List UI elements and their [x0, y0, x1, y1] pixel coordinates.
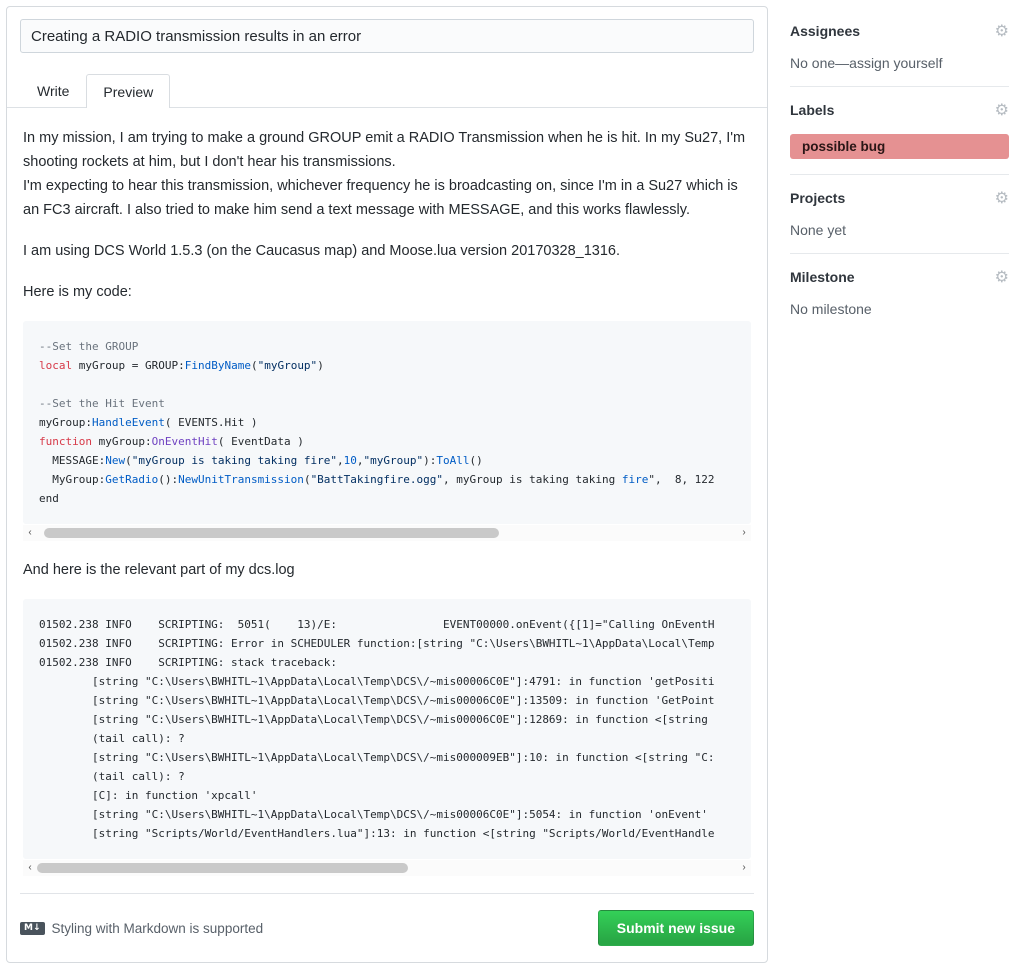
tab-write[interactable]: Write — [37, 83, 70, 99]
assignees-none-text: No one— — [790, 55, 850, 71]
body-text-line: I'm expecting to hear this transmission, whichever frequency he is broadcasting on, since I'm in a Su27 which is an FC3 aircraft. I also tried to make him send a text message with MESSAGE, and this works flawlessly. — [23, 178, 738, 218]
tab-preview[interactable]: Preview — [86, 74, 170, 108]
scroll-right-icon[interactable]: › — [742, 862, 746, 873]
sidebar-section-assignees — [790, 23, 1009, 87]
sidebar-section-projects — [790, 190, 1009, 254]
submit-new-issue-button[interactable]: Submit new issue — [598, 910, 754, 946]
markdown-support-link[interactable] — [20, 921, 263, 936]
projects-title: Projects — [790, 190, 846, 206]
gear-icon[interactable]: ⚙ — [994, 100, 1009, 119]
body-paragraph-2: I am using DCS World 1.5.3 (on the Caucasus map) and Moose.lua version 20170328_1316. — [23, 243, 620, 259]
labels-title: Labels — [790, 102, 835, 118]
scroll-left-icon[interactable]: ‹ — [28, 527, 32, 538]
gear-icon[interactable]: ⚙ — [994, 267, 1009, 286]
gear-icon[interactable]: ⚙ — [994, 21, 1009, 40]
body-text-line: In my mission, I am trying to make a ground GROUP emit a RADIO Transmission when he is hit. In my Su27, I'm shooting rockets at him, but I don't hear his transmissions. — [23, 130, 746, 170]
issue-title-input[interactable] — [20, 19, 754, 53]
issue-form-card — [6, 6, 768, 963]
gear-icon[interactable]: ⚙ — [994, 188, 1009, 207]
body-paragraph-3: Here is my code: — [23, 284, 132, 300]
body-paragraph-1 — [23, 126, 751, 222]
title-field-wrap — [7, 7, 767, 53]
milestone-title: Milestone — [790, 269, 855, 285]
form-footer — [20, 893, 754, 962]
markdown-icon: M↓ — [20, 922, 45, 935]
assign-yourself-link[interactable]: assign yourself — [849, 55, 943, 71]
assignees-value — [790, 55, 1009, 71]
code-horizontal-scrollbar[interactable] — [23, 525, 751, 541]
scrollbar-track[interactable] — [37, 525, 737, 541]
issue-sidebar — [790, 6, 1009, 963]
scroll-left-icon[interactable]: ‹ — [28, 862, 32, 873]
milestone-value: No milestone — [790, 301, 872, 317]
editor-tabs — [7, 73, 767, 108]
sidebar-section-labels — [790, 102, 1009, 175]
body-paragraph-4: And here is the relevant part of my dcs.log — [23, 562, 295, 578]
lua-code-block: --Set the GROUP local myGroup = GROUP:FindByName("myGroup") --Set the Hit Event myGroup:HandleEvent( EVENTS.Hit ) function myGroup:OnEventHit( EventData ) MESSAGE:New("myGroup is taking taking fire",10,"myGroup"):ToAll() MyGroup:GetRadio():NewUnitTransmission("BattTakingfire.ogg", myGroup is taking taking fire", 8, 122 end — [23, 321, 751, 524]
preview-pane — [7, 108, 767, 876]
sidebar-section-milestone — [790, 269, 1009, 332]
assignees-title: Assignees — [790, 23, 861, 39]
scrollbar-thumb[interactable] — [37, 863, 408, 873]
label-possible-bug[interactable]: possible bug — [790, 134, 1009, 159]
log-code-block: 01502.238 INFO SCRIPTING: 5051( 13)/E: EVENT00000.onEvent({[1]="Calling OnEventH 01502.238 INFO SCRIPTING: Error in SCHEDULER function:[string "C:\Users\BWHITL~1\AppData\Local\Temp 01502.238 INFO SCRIPTING: stack traceback: [string "C:\Users\BWHITL~1\AppData\Local\Temp\DCS\/~mis00006C0E"]:4791: in function 'getPositi [string "C:\Users\BWHITL~1\AppData\Local\Temp\DCS\/~mis00006C0E"]:13509: in function 'GetPoint [string "C:\Users\BWHITL~1\AppData\Local\Temp\DCS\/~mis00006C0E"]:12869: in function <[string (tail call): ? [string "C:\Users\BWHITL~1\AppData\Local\Temp\DCS\/~mis000009EB"]:10: in function <[string "C: (tail call): ? [C]: in function 'xpcall' [string "C:\Users\BWHITL~1\AppData\Local\Temp\DCS\/~mis00006C0E"]:5054: in function 'onEvent' [string "Scripts/World/EventHandlers.lua"]:13: in function <[string "Scripts/World/EventHandle — [23, 599, 751, 859]
scroll-right-icon[interactable]: › — [742, 527, 746, 538]
projects-value: None yet — [790, 222, 847, 238]
log-horizontal-scrollbar[interactable] — [23, 860, 751, 876]
markdown-note-text: Styling with Markdown is supported — [51, 920, 264, 936]
scrollbar-track[interactable] — [37, 860, 737, 876]
scrollbar-thumb[interactable] — [44, 528, 499, 538]
